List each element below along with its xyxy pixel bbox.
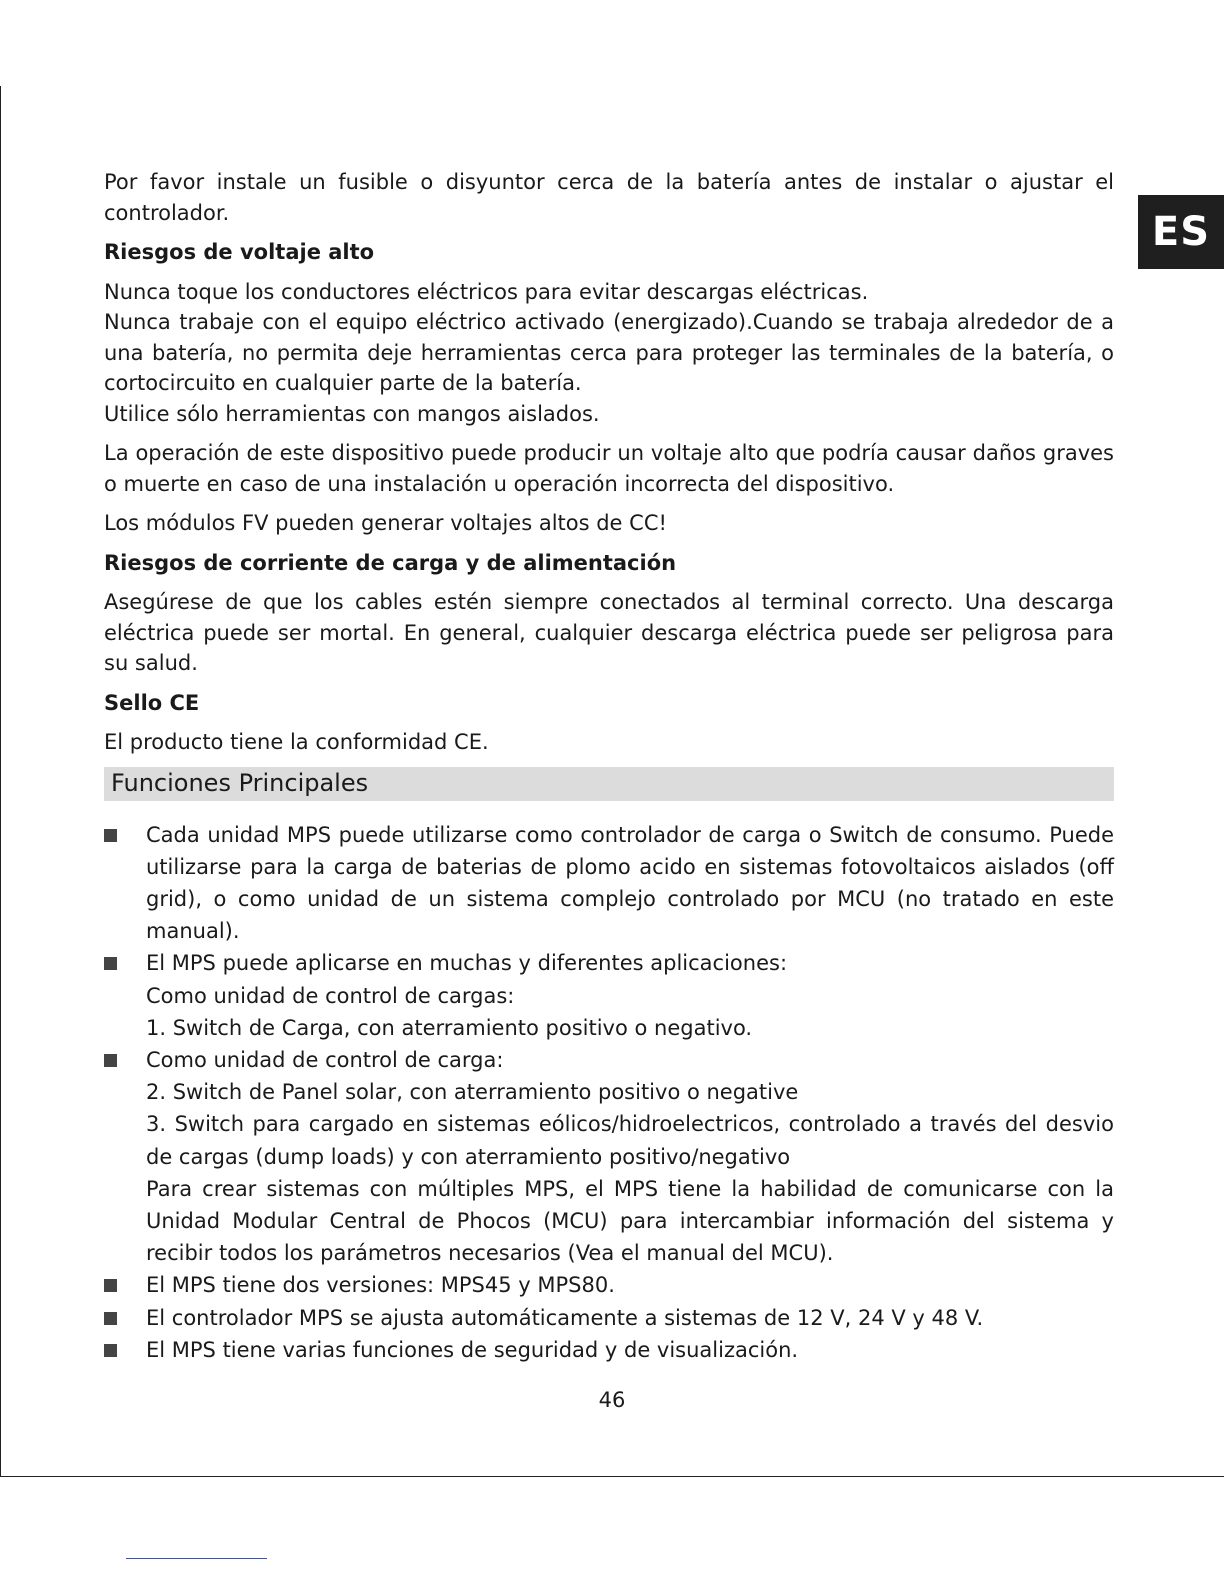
square-bullet-icon bbox=[104, 1344, 117, 1357]
page-frame-left-rule bbox=[0, 86, 1, 1477]
high-voltage-paragraph-2: La operación de este dispositivo puede producir un voltaje alto que podría causar daños graves o muerte en caso de una instalación u operación incorrecta del dispositivo. bbox=[104, 441, 1114, 496]
section-title-bar bbox=[104, 767, 1114, 801]
ce-seal-paragraph: El producto tiene la conformidad CE. bbox=[104, 730, 489, 754]
square-bullet-icon bbox=[104, 957, 117, 970]
list-item bbox=[104, 1302, 1114, 1334]
list-item-text: El MPS puede aplicarse en muchas y diferentes aplicaciones: bbox=[146, 951, 788, 976]
list-item-text: El controlador MPS se ajusta automáticamente a sistemas de 12 V, 24 V y 48 V. bbox=[146, 1305, 984, 1330]
section-title-functions: Funciones Principales bbox=[111, 769, 369, 798]
high-voltage-line-3: Utilice sólo herramientas con mangos aislados. bbox=[104, 401, 600, 426]
list-item bbox=[104, 947, 1114, 1044]
high-voltage-paragraph-3: Los módulos FV pueden generar voltajes altos de CC! bbox=[104, 511, 667, 535]
list-item bbox=[104, 1269, 1114, 1301]
language-tab: ES bbox=[1138, 195, 1224, 269]
square-bullet-icon bbox=[104, 1279, 117, 1292]
list-item-text: Como unidad de control de carga: bbox=[146, 1047, 504, 1072]
heading-high-voltage: Riesgos de voltaje alto bbox=[104, 240, 375, 264]
heading-ce-seal: Sello CE bbox=[104, 690, 200, 715]
list-item-text: Cada unidad MPS puede utilizarse como controlador de carga o Switch de consumo. Puede utilizarse para la carga de baterias de plomo acido en sistemas fotovoltaicos aislados (off grid), o como unidad de un sistema complejo controlado por MCU (no tratado en este manual). bbox=[146, 822, 1114, 944]
list-item bbox=[104, 819, 1114, 948]
list-item-text: 1. Switch de Carga, con aterramiento positivo o negativo. bbox=[146, 1015, 753, 1040]
list-item-text: Para crear sistemas con múltiples MPS, el MPS tiene la habilidad de comunicarse con la Unidad Modular Central de Phocos (MCU) para intercambiar información del sistema y recibir todos los parámetros necesarios (Vea el manual del MCU). bbox=[146, 1176, 1114, 1266]
square-bullet-icon bbox=[104, 829, 117, 842]
square-bullet-icon bbox=[104, 1312, 117, 1325]
footer-rule bbox=[126, 1558, 267, 1559]
page-content bbox=[104, 167, 1114, 1366]
list-item-text: El MPS tiene varias funciones de seguridad y de visualización. bbox=[146, 1337, 799, 1362]
list-item-text: El MPS tiene dos versiones: MPS45 y MPS80. bbox=[146, 1273, 615, 1298]
current-risks-paragraph: Asegúrese de que los cables estén siempre conectados al terminal correcto. Una descarga eléctrica puede ser mortal. En general, cualquier descarga eléctrica puede ser peligrosa para su salud. bbox=[104, 590, 1114, 675]
square-bullet-icon bbox=[104, 1054, 117, 1067]
functions-list bbox=[104, 819, 1114, 1366]
list-item-text: 3. Switch para cargado en sistemas eólicos/hidroelectricos, controlado a través del desvio de cargas (dump loads) y con aterramiento positivo/negativo bbox=[146, 1112, 1114, 1169]
list-item bbox=[104, 1334, 1114, 1366]
page-frame-bottom-rule bbox=[0, 1476, 1224, 1477]
heading-current-risks: Riesgos de corriente de carga y de alimentación bbox=[104, 550, 677, 575]
intro-paragraph: Por favor instale un fusible o disyuntor cerca de la batería antes de instalar o ajustar el controlador. bbox=[104, 170, 1114, 225]
list-item bbox=[104, 1044, 1114, 1269]
list-item-text: Como unidad de control de cargas: bbox=[146, 983, 515, 1008]
high-voltage-line-2: Nunca trabaje con el equipo eléctrico activado (energizado).Cuando se trabaja alrededor de a una batería, no permita deje herramientas cerca para proteger las terminales de la batería, o cortocircuito en cualquier parte de la batería. bbox=[104, 310, 1114, 395]
list-item-text: 2. Switch de Panel solar, con aterramiento positivo o negative bbox=[146, 1080, 799, 1105]
page-number: 46 bbox=[598, 1388, 626, 1412]
high-voltage-line-1: Nunca toque los conductores eléctricos para evitar descargas eléctricas. bbox=[104, 279, 869, 304]
